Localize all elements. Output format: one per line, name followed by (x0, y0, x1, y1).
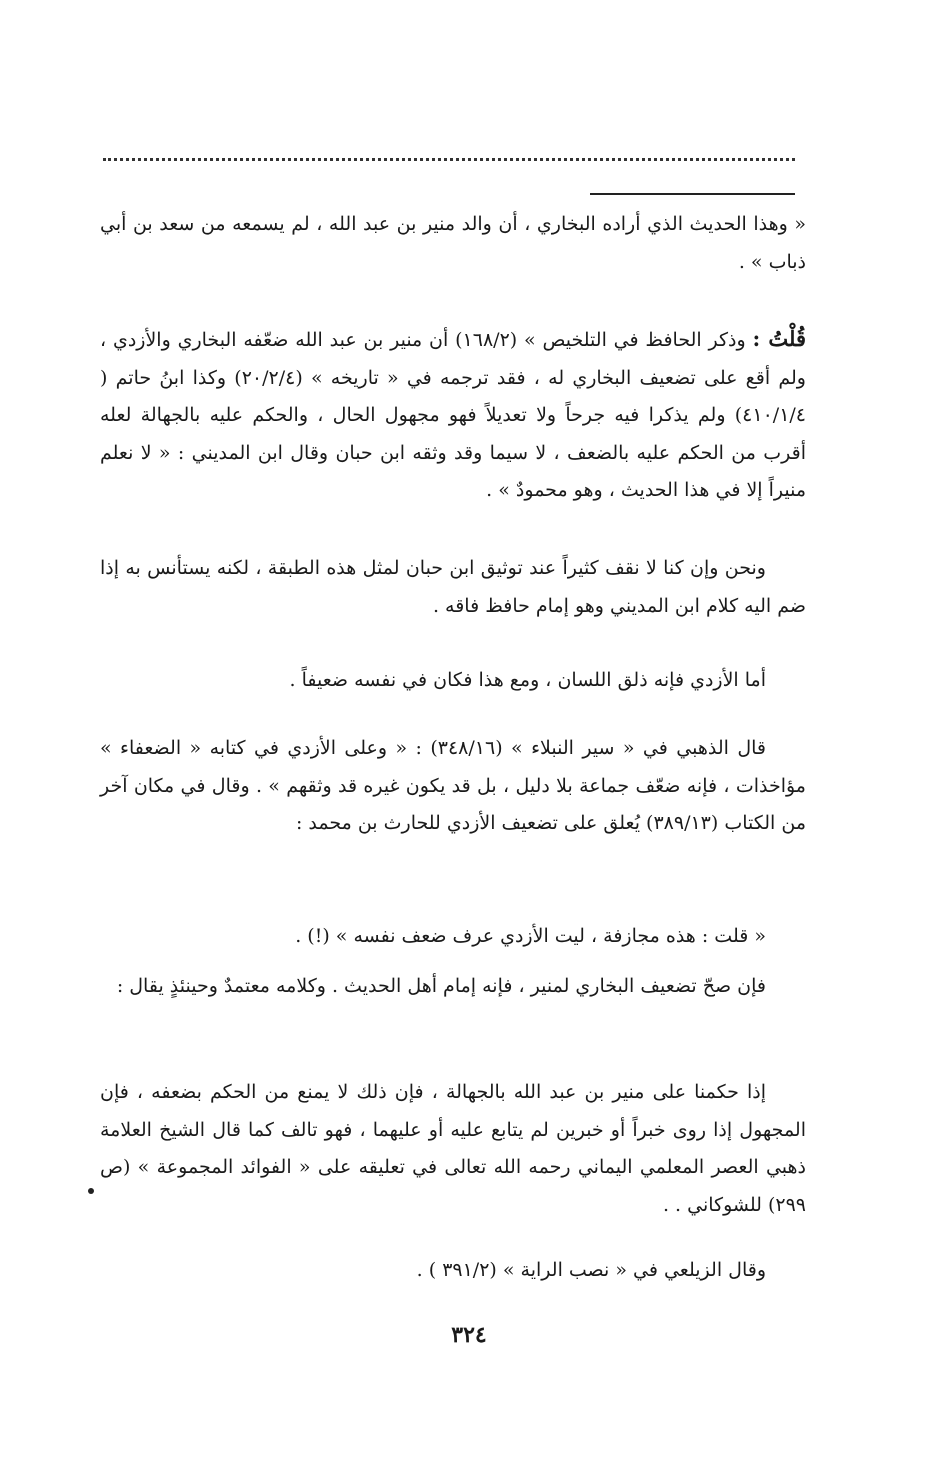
dotted-separator (103, 158, 795, 161)
paragraph-lead: قُلْتُ : (752, 326, 806, 351)
paragraph-azdi: أما الأزدي فإنه ذلق اللسان ، ومع هذا فكان في نفسه ضعيفاً . (289, 669, 766, 691)
page-number: ٣٢٤ (451, 1322, 487, 1348)
paragraph-qultu-body: وذكر الحافظ في التلخيص » (١٦٨/٢) أن منير بن عبد الله ضعّفه البخاري والأزدي ، ولم أقع على تضعيف البخاري له ، فقد ترجمه في « تاريخه » (٢٠/٢/٤) وكذا ابنُ حاتم ( ٤١٠/١/٤) ولم يذكرا فيه جرحاً ولا تعديلاً فهو مجهول الحال ، والحكم عليه بالجهالة لعله أقرب من الحكم عليه بالضعف ، لا سيما وقد وثقه ابن حبان وقال ابن المديني : « لا نعلم منيراً إلا في هذا الحديث ، وهو محمودٌ » . (100, 329, 806, 501)
footnote-rule (590, 193, 795, 195)
margin-dot (88, 1188, 94, 1194)
paragraph-dhahabi: قال الذهبي في « سير النبلاء » (٣٤٨/١٦) : « وعلى الأزدي في كتابه « الضعفاء » مؤاخذات ، فإنه ضعّف جماعة بلا دليل ، بل قد يكون غيره قد وثقهم » . وقال في مكان آخر من الكتاب (٣٨٩/١٣) يُعلق على تضعيف الأزدي للحارث بن محمد : (100, 737, 806, 834)
paragraph-zaylai: وقال الزيلعي في « نصب الراية » (٣٩١/٢ ) . (416, 1259, 766, 1281)
paragraph-qultu (100, 320, 806, 510)
paragraph-ibn-hibban: ونحن وإن كنا لا نقف كثيراً عند توثيق ابن حبان لمثل هذه الطبقة ، لكنه يستأنس به إذا ضم اليه كلام ابن المديني وهو إمام حافظ فاقه . (100, 557, 806, 617)
paragraph-bukhari-weakening: فإن صحّ تضعيف البخاري لمنير ، فإنه إمام أهل الحديث . وكلامه معتمدٌ وحينئذٍ يقال : (116, 975, 766, 997)
paragraph-qult-quote: « قلت : هذه مجازفة ، ليت الأزدي عرف ضعف نفسه » (!) . (295, 925, 766, 947)
paragraph-quote-bukhari: « وهذا الحديث الذي أراده البخاري ، أن والد منير بن عبد الله ، لم يسمعه من سعد بن أبي ذباب » . (100, 213, 806, 273)
paragraph-jahala: إذا حكمنا على منير بن عبد الله بالجهالة ، فإن ذلك لا يمنع من الحكم بضعفه ، فإن المجهول إذا روى خبراً أو خبرين لم يتابع عليه أو عليهما ، فهو تالف كما قال الشيخ العلامة ذهبي العصر المعلمي اليماني رحمه الله تعالى في تعليقه على « الفوائد المجموعة » (ص ٢٩٩) للشوكاني . . (100, 1081, 806, 1216)
